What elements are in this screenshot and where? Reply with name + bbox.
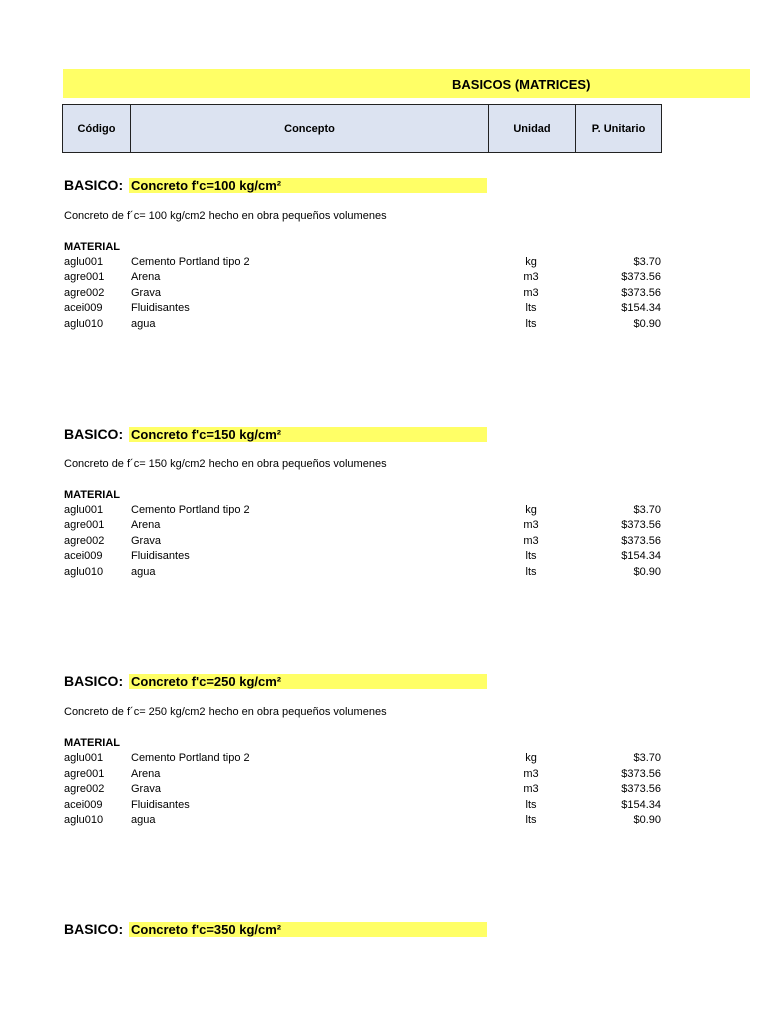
item-price: $154.34 xyxy=(621,550,661,562)
table-row xyxy=(0,782,768,797)
table-row xyxy=(0,798,768,813)
material-label: MATERIAL xyxy=(64,737,121,749)
item-price: $3.70 xyxy=(633,504,661,516)
item-concept: Cemento Portland tipo 2 xyxy=(131,256,250,268)
header-unidad: Unidad xyxy=(489,105,576,152)
item-price: $373.56 xyxy=(621,271,661,283)
basico-label: BASICO: xyxy=(64,673,124,689)
item-price: $154.34 xyxy=(621,799,661,811)
item-unit: kg xyxy=(525,256,537,268)
item-price: $3.70 xyxy=(633,256,661,268)
item-price: $373.56 xyxy=(621,768,661,780)
item-code: aglu001 xyxy=(64,752,104,764)
item-unit: m3 xyxy=(523,287,539,299)
item-unit: lts xyxy=(525,814,537,826)
table-row xyxy=(0,813,768,828)
item-unit: lts xyxy=(525,302,537,314)
title-bar xyxy=(63,69,750,98)
table-row xyxy=(0,565,768,580)
item-concept: agua xyxy=(131,318,156,330)
item-unit: m3 xyxy=(523,519,539,531)
item-concept: Cemento Portland tipo 2 xyxy=(131,504,250,516)
item-price: $0.90 xyxy=(633,814,661,826)
section-description: Concreto de f´c= 150 kg/cm2 hecho en obra pequeños volumenes xyxy=(64,458,387,470)
item-concept: Fluidisantes xyxy=(131,799,190,811)
item-concept: Arena xyxy=(131,519,161,531)
item-code: agre001 xyxy=(64,271,105,283)
item-concept: Grava xyxy=(131,287,161,299)
table-row xyxy=(0,255,768,270)
item-unit: m3 xyxy=(523,535,539,547)
item-unit: m3 xyxy=(523,271,539,283)
table-row xyxy=(0,270,768,285)
column-header-table xyxy=(62,104,662,153)
table-row xyxy=(0,503,768,518)
item-unit: m3 xyxy=(523,768,539,780)
table-row xyxy=(0,534,768,549)
item-price: $0.90 xyxy=(633,318,661,330)
section-description: Concreto de f´c= 250 kg/cm2 hecho en obra pequeños volumenes xyxy=(64,706,387,718)
item-unit: kg xyxy=(525,504,537,516)
basico-name: Concreto f'c=150 kg/cm² xyxy=(129,427,487,442)
item-unit: lts xyxy=(525,318,537,330)
item-unit: m3 xyxy=(523,783,539,795)
item-price: $373.56 xyxy=(621,287,661,299)
item-unit: lts xyxy=(525,566,537,578)
basico-label: BASICO: xyxy=(64,177,124,193)
table-row xyxy=(0,301,768,316)
item-code: agre002 xyxy=(64,287,105,299)
basico-name: Concreto f'c=350 kg/cm² xyxy=(129,922,487,937)
header-codigo: Código xyxy=(63,105,131,152)
item-code: aglu010 xyxy=(64,566,104,578)
item-price: $373.56 xyxy=(621,535,661,547)
material-label: MATERIAL xyxy=(64,241,121,253)
item-unit: lts xyxy=(525,799,537,811)
table-row xyxy=(0,518,768,533)
basico-label: BASICO: xyxy=(64,921,124,937)
item-code: agre002 xyxy=(64,535,105,547)
item-code: aglu001 xyxy=(64,256,104,268)
item-price: $0.90 xyxy=(633,566,661,578)
item-concept: Arena xyxy=(131,271,161,283)
item-concept: Arena xyxy=(131,768,161,780)
table-row xyxy=(0,286,768,301)
section-description: Concreto de f´c= 100 kg/cm2 hecho en obra pequeños volumenes xyxy=(64,210,387,222)
item-concept: agua xyxy=(131,566,156,578)
basico-label: BASICO: xyxy=(64,426,124,442)
item-concept: Grava xyxy=(131,535,161,547)
item-concept: Cemento Portland tipo 2 xyxy=(131,752,250,764)
item-code: aglu001 xyxy=(64,504,104,516)
table-row xyxy=(0,751,768,766)
table-row xyxy=(0,767,768,782)
item-code: acei009 xyxy=(64,799,103,811)
item-concept: Fluidisantes xyxy=(131,302,190,314)
item-code: acei009 xyxy=(64,302,103,314)
item-price: $3.70 xyxy=(633,752,661,764)
item-price: $373.56 xyxy=(621,519,661,531)
item-unit: lts xyxy=(525,550,537,562)
item-code: aglu010 xyxy=(64,814,104,826)
table-row xyxy=(0,317,768,332)
item-price: $154.34 xyxy=(621,302,661,314)
item-code: agre001 xyxy=(64,768,105,780)
item-code: agre002 xyxy=(64,783,105,795)
material-label: MATERIAL xyxy=(64,489,121,501)
item-unit: kg xyxy=(525,752,537,764)
item-code: aglu010 xyxy=(64,318,104,330)
item-price: $373.56 xyxy=(621,783,661,795)
item-concept: Fluidisantes xyxy=(131,550,190,562)
item-concept: Grava xyxy=(131,783,161,795)
item-concept: agua xyxy=(131,814,156,826)
page-title: BASICOS (MATRICES) xyxy=(452,77,591,92)
header-concepto: Concepto xyxy=(131,105,489,152)
basico-name: Concreto f'c=250 kg/cm² xyxy=(129,674,487,689)
table-row xyxy=(0,549,768,564)
item-code: acei009 xyxy=(64,550,103,562)
basico-name: Concreto f'c=100 kg/cm² xyxy=(129,178,487,193)
header-precio: P. Unitario xyxy=(591,122,646,135)
item-code: agre001 xyxy=(64,519,105,531)
